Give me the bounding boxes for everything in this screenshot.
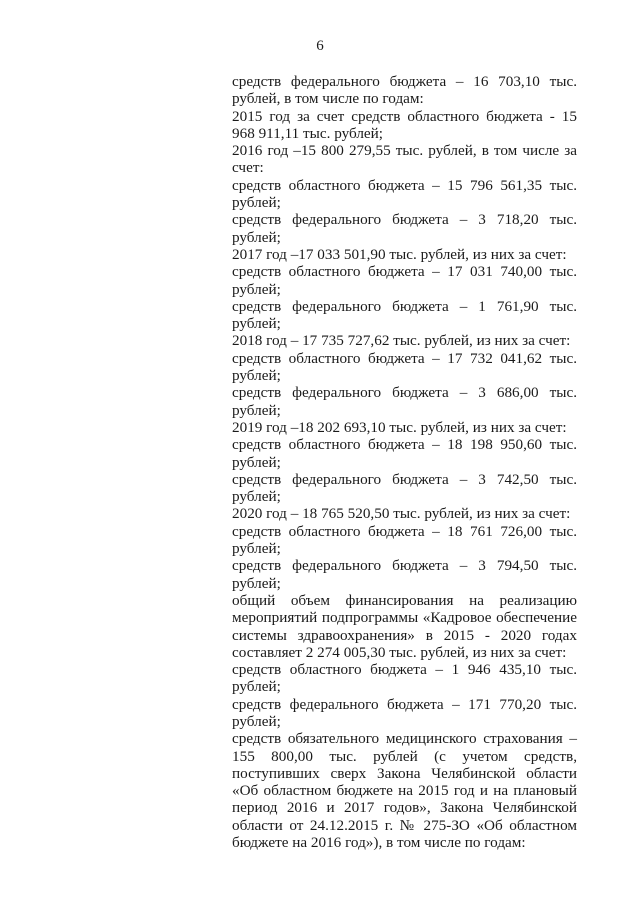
paragraph: средств областного бюджета – 18 198 950,60 тыс. рублей; <box>232 436 577 471</box>
paragraph: средств федерального бюджета – 16 703,10 тыс. рублей, в том числе по годам: <box>232 73 577 108</box>
paragraph: средств областного бюджета – 15 796 561,35 тыс. рублей; <box>232 176 577 212</box>
paragraph: средств федерального бюджета – 3 718,20 тыс. рублей; <box>232 211 577 246</box>
paragraph: средств федерального бюджета – 3 794,50 тыс. рублей; <box>232 557 577 592</box>
paragraph: средств федерального бюджета – 3 742,50 тыс. рублей; <box>232 470 577 506</box>
paragraph: 2019 год –18 202 693,10 тыс. рублей, из них за счет: <box>232 418 567 436</box>
paragraph: средств обязательного медицинского страхования – 155 800,00 тыс. рублей (с учетом средств, поступивших сверх Закона Челябинской области «Об областном бюджете на 2015 год и на плановый период 2016 и 2017 годов», Закона Челябинской области от 24.12.2015 г. № 275-ЗО «Об областном бюджете на 2016 год»), в том числе по годам: <box>232 730 577 852</box>
page-number: 6 <box>316 38 324 54</box>
paragraph: общий объем финансирования на реализацию мероприятий подпрограммы «Кадровое обеспечение системы здравоохранения» в 2015 - 2020 годах составляет 2 274 005,30 тыс. рублей, из них за счет: <box>232 591 577 661</box>
paragraph: средств федерального бюджета – 3 686,00 тыс. рублей; <box>232 384 577 419</box>
paragraph: 2020 год – 18 765 520,50 тыс. рублей, из них за счет: <box>232 505 571 523</box>
paragraph: средств федерального бюджета – 1 761,90 тыс. рублей; <box>232 297 577 333</box>
paragraph: 2018 год – 17 735 727,62 тыс. рублей, из них за счет: <box>232 332 571 350</box>
paragraph: 2016 год –15 800 279,55 тыс. рублей, в том числе за счет: <box>232 142 577 177</box>
paragraph: средств областного бюджета – 1 946 435,10 тыс. рублей; <box>232 661 577 696</box>
paragraph: 2015 год за счет средств областного бюджета - 15 968 911,11 тыс. рублей; <box>232 107 577 142</box>
paragraph: средств областного бюджета – 17 031 740,00 тыс. рублей; <box>232 263 577 298</box>
paragraph: средств федерального бюджета – 171 770,20 тыс. рублей; <box>232 695 577 730</box>
paragraph: средств областного бюджета – 18 761 726,00 тыс. рублей; <box>232 522 577 558</box>
paragraph: 2017 год –17 033 501,90 тыс. рублей, из них за счет: <box>232 245 567 263</box>
paragraph: средств областного бюджета – 17 732 041,62 тыс. рублей; <box>232 349 577 385</box>
document-body <box>232 73 577 851</box>
